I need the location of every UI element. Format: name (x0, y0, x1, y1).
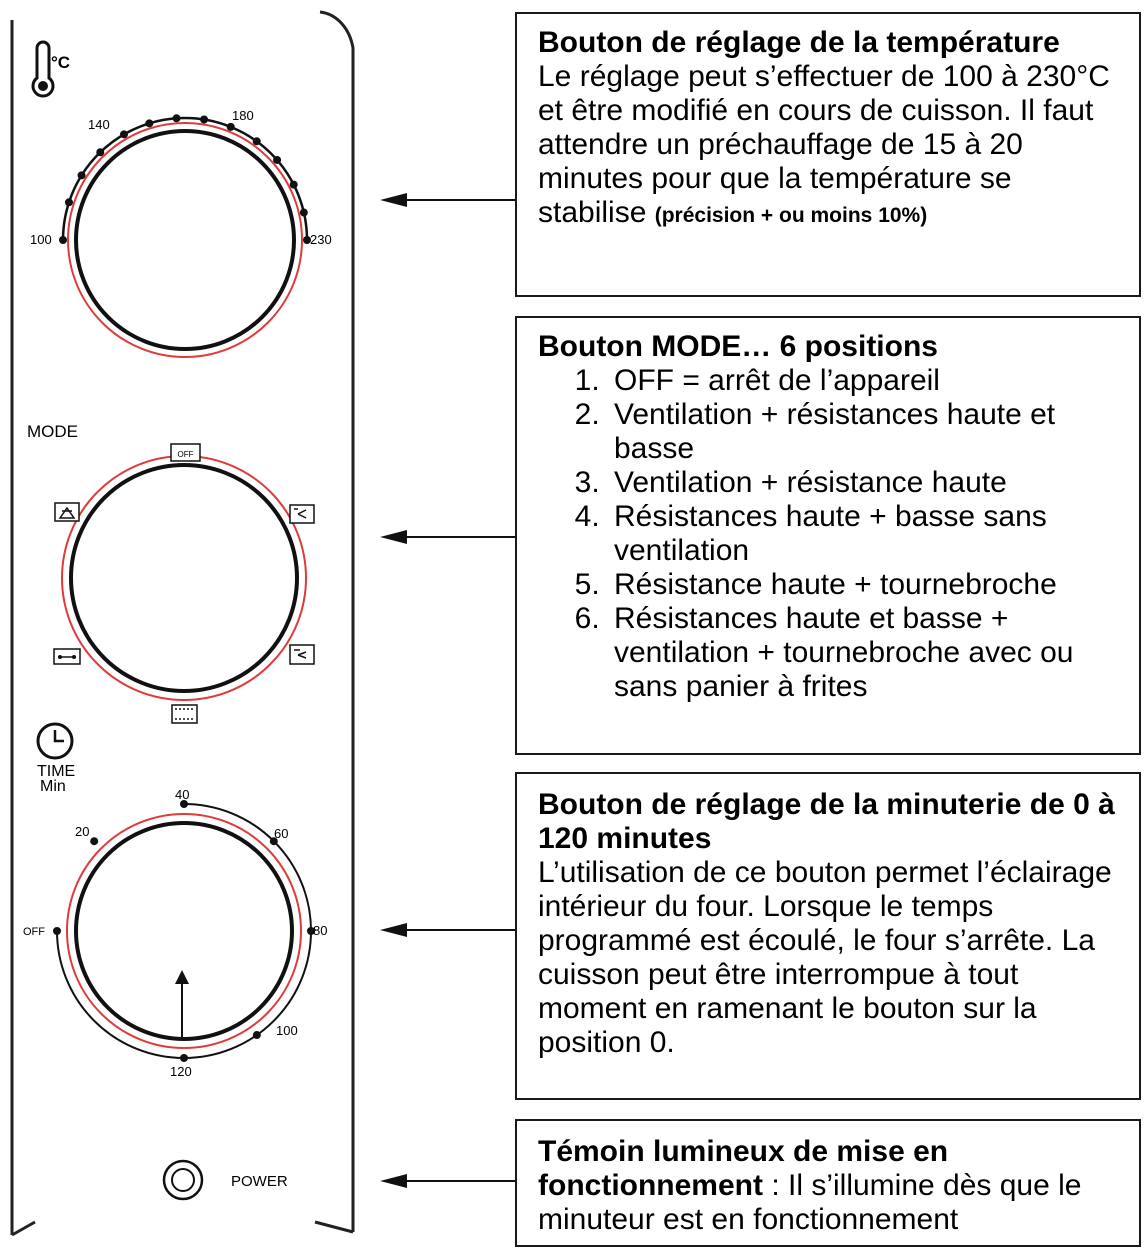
clock-icon (38, 724, 72, 758)
mode-dial[interactable] (62, 456, 306, 700)
timer-title: Bouton de réglage de la minuterie de 0 à 120 minutes (538, 788, 1115, 855)
temp-label-140: 140 (88, 117, 110, 132)
arrow-to-power-box (380, 1174, 515, 1188)
temp-label-230: 230 (310, 232, 332, 247)
top-bottom-heating-icon (54, 649, 80, 664)
power-text (538, 1135, 1123, 1237)
mode-item: 2. Ventilation + résistances haute et basse (608, 398, 1123, 466)
timer-dial-knob (76, 823, 292, 1039)
mode-label: MODE (27, 422, 78, 441)
power-description-box (515, 1119, 1141, 1247)
timer-label-off: OFF (23, 926, 45, 938)
power-indicator-light (164, 1161, 202, 1199)
scale-dot (253, 1031, 261, 1039)
mode-description-box (515, 316, 1141, 755)
mode-positions-list (538, 364, 1123, 704)
scale-dot (180, 1054, 188, 1062)
temp-label-100: 100 (30, 232, 52, 247)
mode-dial-knob (71, 465, 297, 691)
rotisserie-icon (290, 645, 314, 664)
scale-dot (53, 927, 61, 935)
thermometer-unit-label: °C (51, 53, 71, 72)
arrow-to-timer-box (380, 923, 515, 937)
mode-item: 3. Ventilation + résistance haute (608, 466, 1123, 500)
mode-off-icon (171, 444, 200, 461)
mode-item: 1. OFF = arrêt de l’appareil (608, 364, 1123, 398)
temperature-body: Le réglage peut s’effectuer de 100 à 230°C et être modifié en cours de cuisson. Il faut attendre un préchauffage de 15 à 20 minutes pour que la température se stabilise (précision + ou moins 10%) (538, 60, 1110, 229)
temperature-description-box (515, 12, 1141, 297)
timer-label-60: 60 (274, 826, 289, 841)
timer-label-40: 40 (175, 787, 190, 802)
timer-description-box (515, 772, 1141, 1100)
timer-label-100: 100 (276, 1023, 298, 1038)
mode-title: Bouton MODE… 6 positions (538, 330, 938, 363)
power-label: POWER (231, 1173, 288, 1190)
thermometer-icon (33, 42, 53, 96)
svg-text:OFF: OFF (177, 450, 194, 459)
mode-item: 5. Résistance haute + tournebroche (608, 568, 1123, 602)
temperature-title: Bouton de réglage de la température (538, 26, 1060, 59)
temperature-dial[interactable] (59, 114, 311, 357)
mode-item: 6. Résistances haute et basse + ventilation + tournebroche avec ou sans panier à frites (608, 602, 1123, 704)
time-label: TIME (37, 763, 76, 780)
power-body: : Il s’illumine dès que le minuteur est en fonctionnement (538, 1169, 1082, 1236)
timer-label-80: 80 (313, 923, 328, 938)
scale-dot (90, 837, 98, 845)
timer-label-120: 120 (170, 1064, 192, 1079)
fan-top-heating-icon (290, 505, 314, 523)
temp-label-180: 180 (232, 108, 254, 123)
temperature-precision-note: (précision + ou moins 10%) (654, 204, 928, 227)
timer-label-20: 20 (75, 824, 90, 839)
arrow-to-mode-box (380, 530, 515, 544)
full-function-icon (172, 705, 197, 723)
arrow-to-temperature-box (380, 193, 515, 207)
temperature-dial-knob (76, 131, 294, 349)
time-unit-label: Min (40, 778, 66, 795)
timer-body: L’utilisation de ce bouton permet l’éclairage intérieur du four. Lorsque le temps programmé est écoulé, le four s’arrête. La cuisson peut être interrompue à tout moment en ramenant le bouton sur la position 0. (538, 856, 1112, 1059)
mode-item: 4. Résistances haute + basse sans ventilation (608, 500, 1123, 568)
power-title: Témoin lumineux de mise en fonctionnement (538, 1135, 949, 1202)
fan-heating-icon (55, 503, 79, 521)
oven-control-panel (0, 0, 515, 1254)
